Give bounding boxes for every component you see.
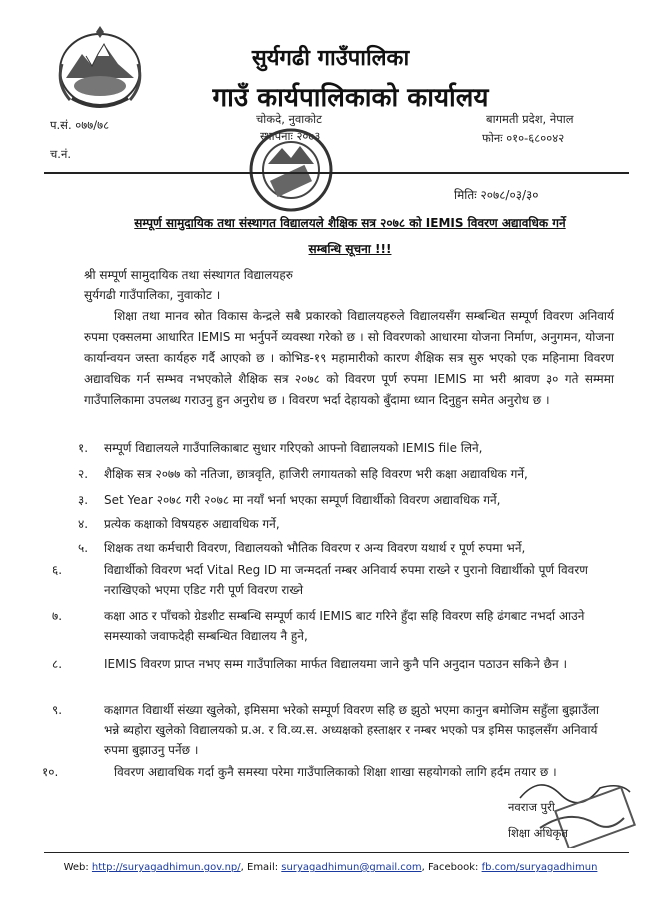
office-stamp-icon bbox=[238, 124, 344, 216]
item-text: शिक्षक तथा कर्मचारी विवरण, विद्यालयको भौतिक विवरण र अन्य विवरण यथार्थ र पूर्ण रुपमा भर्ने, bbox=[104, 541, 526, 555]
item-number: ५. bbox=[78, 541, 89, 555]
item-text: प्रत्येक कक्षाको विषयहरु अद्यावधिक गर्ने, bbox=[104, 517, 280, 531]
office-name: गाउँ कार्यपालिकाको कार्यालय bbox=[212, 83, 489, 113]
list-item bbox=[52, 700, 618, 760]
item-number: १०. bbox=[42, 765, 59, 779]
body-paragraph: शिक्षा तथा मानव स्रोत विकास केन्द्रले सबै प्रकारको विद्यालयहरुले विद्यालयसँग सम्बन्धित सम्पूर्ण विवरण अनिवार्य रुपमा एक्सलमा आधारित IEMIS मा भर्नुपर्ने व्यवस्था गरेको छ । सो विवरणको आधारमा योजना निर्माण, अनुगमन, योजना कार्यान्वयन जस्ता कार्यहरु गर्दै आएको छ । कोभिड-१९ महामारीको कारण शैक्षिक सत्र सुरु भएको एक महिनामा विवरण अद्यावधिक गर्न सम्भव नभएकोले शैक्षिक सत्र २०७८ को विवरण पूर्ण रुपमा IEMIS मा भरी श्रावण ३० गते सम्ममा गाउँपालिकामा उपलब्ध गराउनु हुन अनुरोध छ । विवरण भर्दा देहायको बुँदामा ध्यान दिनुहुन समेत अनुरोध छ । bbox=[84, 309, 614, 407]
list-item bbox=[52, 654, 618, 674]
item-text: IEMIS विवरण प्राप्त नभए सम्म गाउँपालिका मार्फत विद्यालयमा जाने कुनै पनि अनुदान पठाउन सकिने छैन । bbox=[104, 657, 568, 671]
item-number: २. bbox=[78, 467, 89, 481]
province-name: बागमती प्रदेश, नेपाल bbox=[486, 112, 574, 126]
list-item bbox=[78, 490, 618, 510]
item-number: १. bbox=[78, 441, 89, 455]
item-text: कक्षागत विद्यार्थी संख्या खुलेको, इमिसमा भरेको सम्पूर्ण विवरण सहि छ झुठो भएमा कानुन बमोजिम सहुँला बुझाउँला भन्ने ब्यहोरा खुलेको विद्यालयको प्र.अ. र वि.व्य.स. अध्यक्षको हस्ताक्षर र नम्बर भएको पत्र इमिस फाइलसँग अनिवार्य रुपमा बुझाउनु पर्नेछ । bbox=[104, 703, 600, 757]
list-item bbox=[42, 762, 568, 782]
established-year: स्थापनाः २०७३ bbox=[260, 129, 321, 143]
footer-divider bbox=[44, 852, 629, 853]
subject-line-2 bbox=[90, 240, 610, 257]
list-item bbox=[78, 538, 618, 558]
list-item bbox=[52, 606, 618, 646]
municipality-name: सुर्यगढी गाउँपालिका bbox=[251, 46, 410, 71]
web-label: Web: bbox=[63, 862, 92, 873]
item-number: ९. bbox=[52, 703, 63, 717]
office-location: चोकदे, नुवाकोट bbox=[256, 112, 322, 126]
list-item bbox=[78, 464, 618, 484]
list-item bbox=[78, 514, 618, 534]
recipient-line-2: सुर्यगढी गाउँपालिका, नुवाकोट । bbox=[84, 288, 221, 302]
subject-text-2: सम्बन्धि सूचना !!! bbox=[308, 242, 392, 256]
dispatch-number: च.नं. bbox=[50, 147, 71, 161]
signatory-title: शिक्षा अधिकृत bbox=[508, 826, 568, 840]
phone-number: फोनः ०१०-६८००४२ bbox=[482, 131, 565, 145]
email-link[interactable]: suryagadhimun@gmail.com bbox=[281, 862, 422, 873]
item-text: Set Year २०७८ गरी २०७८ मा नयाँ भर्ना भएका सम्पूर्ण विद्यार्थीको विवरण अद्यावधिक गर्ने, bbox=[104, 493, 501, 507]
subject-line-1 bbox=[90, 214, 610, 231]
letter-date: मितिः २०७८/०३/३० bbox=[454, 188, 539, 202]
facebook-link[interactable]: fb.com/suryagadhimun bbox=[481, 862, 598, 873]
item-number: ७. bbox=[52, 609, 63, 623]
list-item bbox=[52, 560, 618, 600]
item-text: शैक्षिक सत्र २०७७ को नतिजा, छात्रवृति, हाजिरी लगायतको सहि विवरण भरी कक्षा अद्यावधिक गर्ने, bbox=[104, 467, 528, 481]
item-number: ८. bbox=[52, 657, 63, 671]
item-text: विवरण अद्यावधिक गर्दा कुनै समस्या परेमा गाउँपालिकाको शिक्षा शाखा सहयोगको लागि हर्दम तयार छ । bbox=[114, 765, 557, 779]
email-label: , Email: bbox=[240, 862, 282, 873]
reference-number: प.सं. ०७७/७८ bbox=[50, 118, 110, 132]
list-item bbox=[78, 438, 618, 458]
subject-text-1: सम्पूर्ण सामुदायिक तथा संस्थागत विद्यालयले शैक्षिक सत्र २०७८ को IEMIS विवरण अद्यावधिक गर्ने bbox=[134, 216, 566, 230]
item-number: ३. bbox=[78, 493, 89, 507]
footer bbox=[0, 862, 661, 873]
header-divider bbox=[44, 172, 629, 174]
item-text: विद्यार्थीको विवरण भर्दा Vital Reg ID मा जन्मदर्ता नम्बर अनिवार्य रुपमा राख्ने र पुरानो विद्यार्थीको पूर्ण विवरण नराखिएको भएमा एडिट गरी पूर्ण विवरण राख्ने bbox=[104, 563, 588, 597]
item-text: कक्षा आठ र पाँचको ग्रेडशीट सम्बन्धि सम्पूर्ण कार्य IEMIS बाट गरिने हुँदा सहि विवरण सहि ढंगबाट नभर्दा आउने समस्याको जवाफदेही सम्बन्धित विद्यालय नै हुने, bbox=[104, 609, 585, 643]
item-number: ६. bbox=[52, 563, 63, 577]
item-number: ४. bbox=[78, 517, 89, 531]
facebook-label: , Facebook: bbox=[421, 862, 482, 873]
website-link[interactable]: http://suryagadhimun.gov.np/ bbox=[91, 862, 241, 873]
signatory-name: नवराज पुरी bbox=[508, 800, 555, 814]
recipient-line-1: श्री सम्पूर्ण सामुदायिक तथा संस्थागत विद्यालयहरु bbox=[84, 268, 293, 282]
item-text: सम्पूर्ण विद्यालयले गाउँपालिकाबाट सुधार गरिएको आफ्नो विद्यालयको IEMIS file लिने, bbox=[104, 441, 483, 455]
